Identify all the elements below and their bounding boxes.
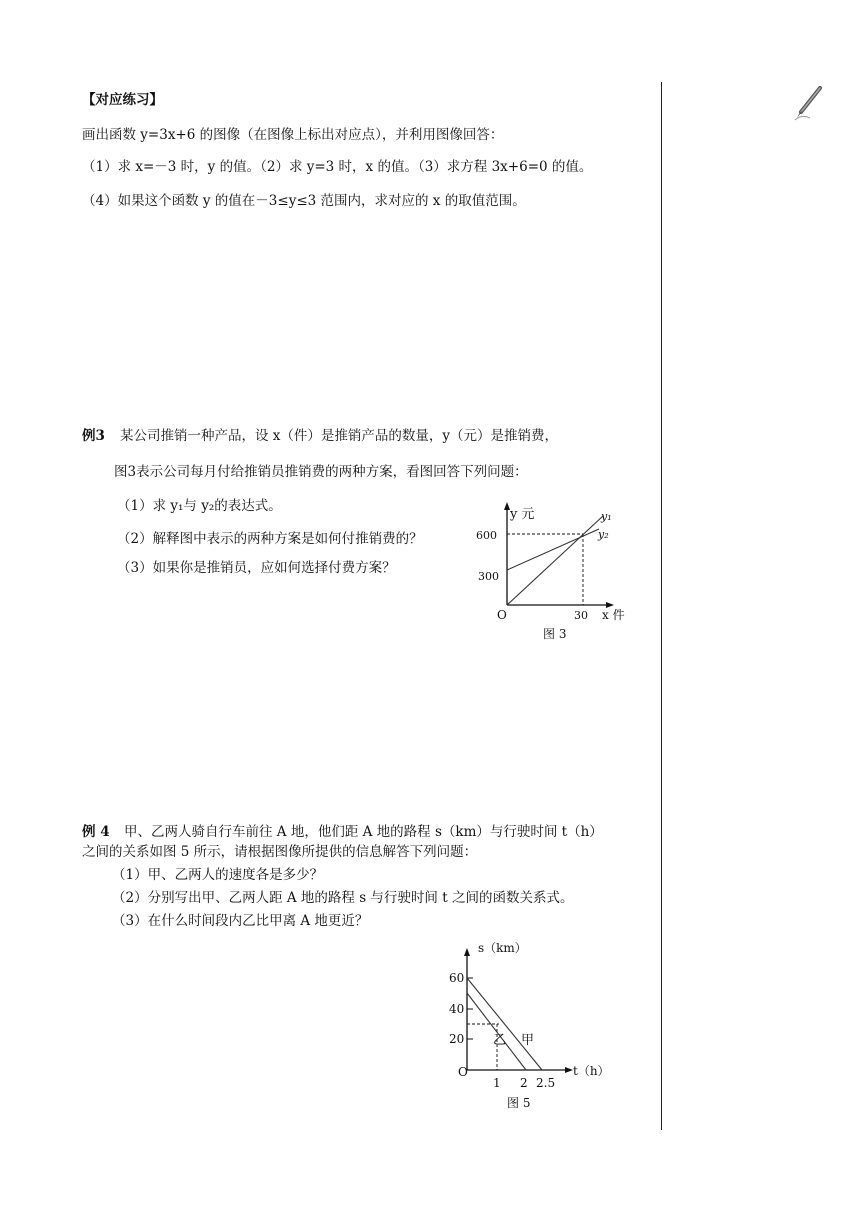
fig5-y-tick-40: 40 [449,1002,465,1016]
fig3-line-label-y1: y₁ [601,510,612,523]
fig3-x-axis-label: x 件 [602,608,625,622]
fig5-origin: O [458,1065,468,1079]
fig5-line-label-jia: 甲 [521,1033,535,1048]
figure-3 [470,500,640,650]
example3-line1: 某公司推销一种产品，设 x（件）是推销产品的数量，y（元）是推销费， [120,428,559,444]
fig3-y-tick-300: 300 [478,570,499,583]
fig3-y-tick-600: 600 [476,529,497,542]
fig3-caption: 图 3 [543,627,567,641]
practice-intro: 画出函数 y=3x+6 的图像（在图像上标出对应点），并利用图像回答： [82,127,504,143]
practice-heading: 【对应练习】 [82,92,163,108]
fig5-x-axis-label: t（h） [573,1064,610,1078]
fig5-x-tick-1: 1 [493,1076,501,1090]
example3-label: 例3 [82,428,105,444]
example4-question-2: （2）分别写出甲、乙两人距 A 地的路程 s 与行驶时间 t 之间的函数关系式。 [112,890,574,906]
fig3-y-axis-label: y 元 [510,507,535,522]
example3-question-1: （1）求 y₁与 y₂的表达式。 [117,498,282,514]
practice-question-4: （4）如果这个函数 y 的值在－3≤y≤3 范围内，求对应的 x 的取值范围。 [82,193,526,209]
fig5-y-tick-60: 60 [449,971,465,985]
fig5-y-axis-label: s（km） [478,941,527,955]
page-divider [661,82,662,1130]
fig5-line-label-yi: 乙 [493,1033,507,1048]
example4-question-1: （1）甲、乙两人的速度各是多少？ [112,867,324,883]
practice-questions-1-3: （1）求 x=－3 时，y 的值。（2）求 y=3 时，x 的值。（3）求方程 3x+6=0 的值。 [82,159,593,175]
figure-5 [445,936,615,1116]
fig5-x-tick-2: 2 [520,1076,528,1090]
fig5-x-tick-2-5: 2.5 [536,1076,556,1090]
example3-question-2: （2）解释图中表示的两种方案是如何付推销费的？ [117,531,423,547]
example4-line1: 甲、乙两人骑自行车前往 A 地，他们距 A 地的路程 s（km）与行驶时间 t（h） [124,824,603,840]
fig3-x-tick-30: 30 [574,609,588,622]
fig5-y-tick-20: 20 [449,1032,465,1046]
fig3-line-label-y2: y₂ [598,528,609,541]
example3-line2: 图3表示公司每月付给推销员推销费的两种方案，看图回答下列问题： [114,464,528,480]
pen-icon [792,84,826,122]
example3-question-3: （3）如果你是推销员，应如何选择付费方案？ [117,560,396,576]
example4-question-3: （3）在什么时间段内乙比甲离 A 地更近？ [112,913,369,929]
example4-line2: 之间的关系如图 5 所示，请根据图像所提供的信息解答下列问题： [82,844,478,860]
fig3-origin: O [497,608,507,622]
fig5-caption: 图 5 [507,1096,531,1110]
example4-label: 例 4 [82,824,110,840]
